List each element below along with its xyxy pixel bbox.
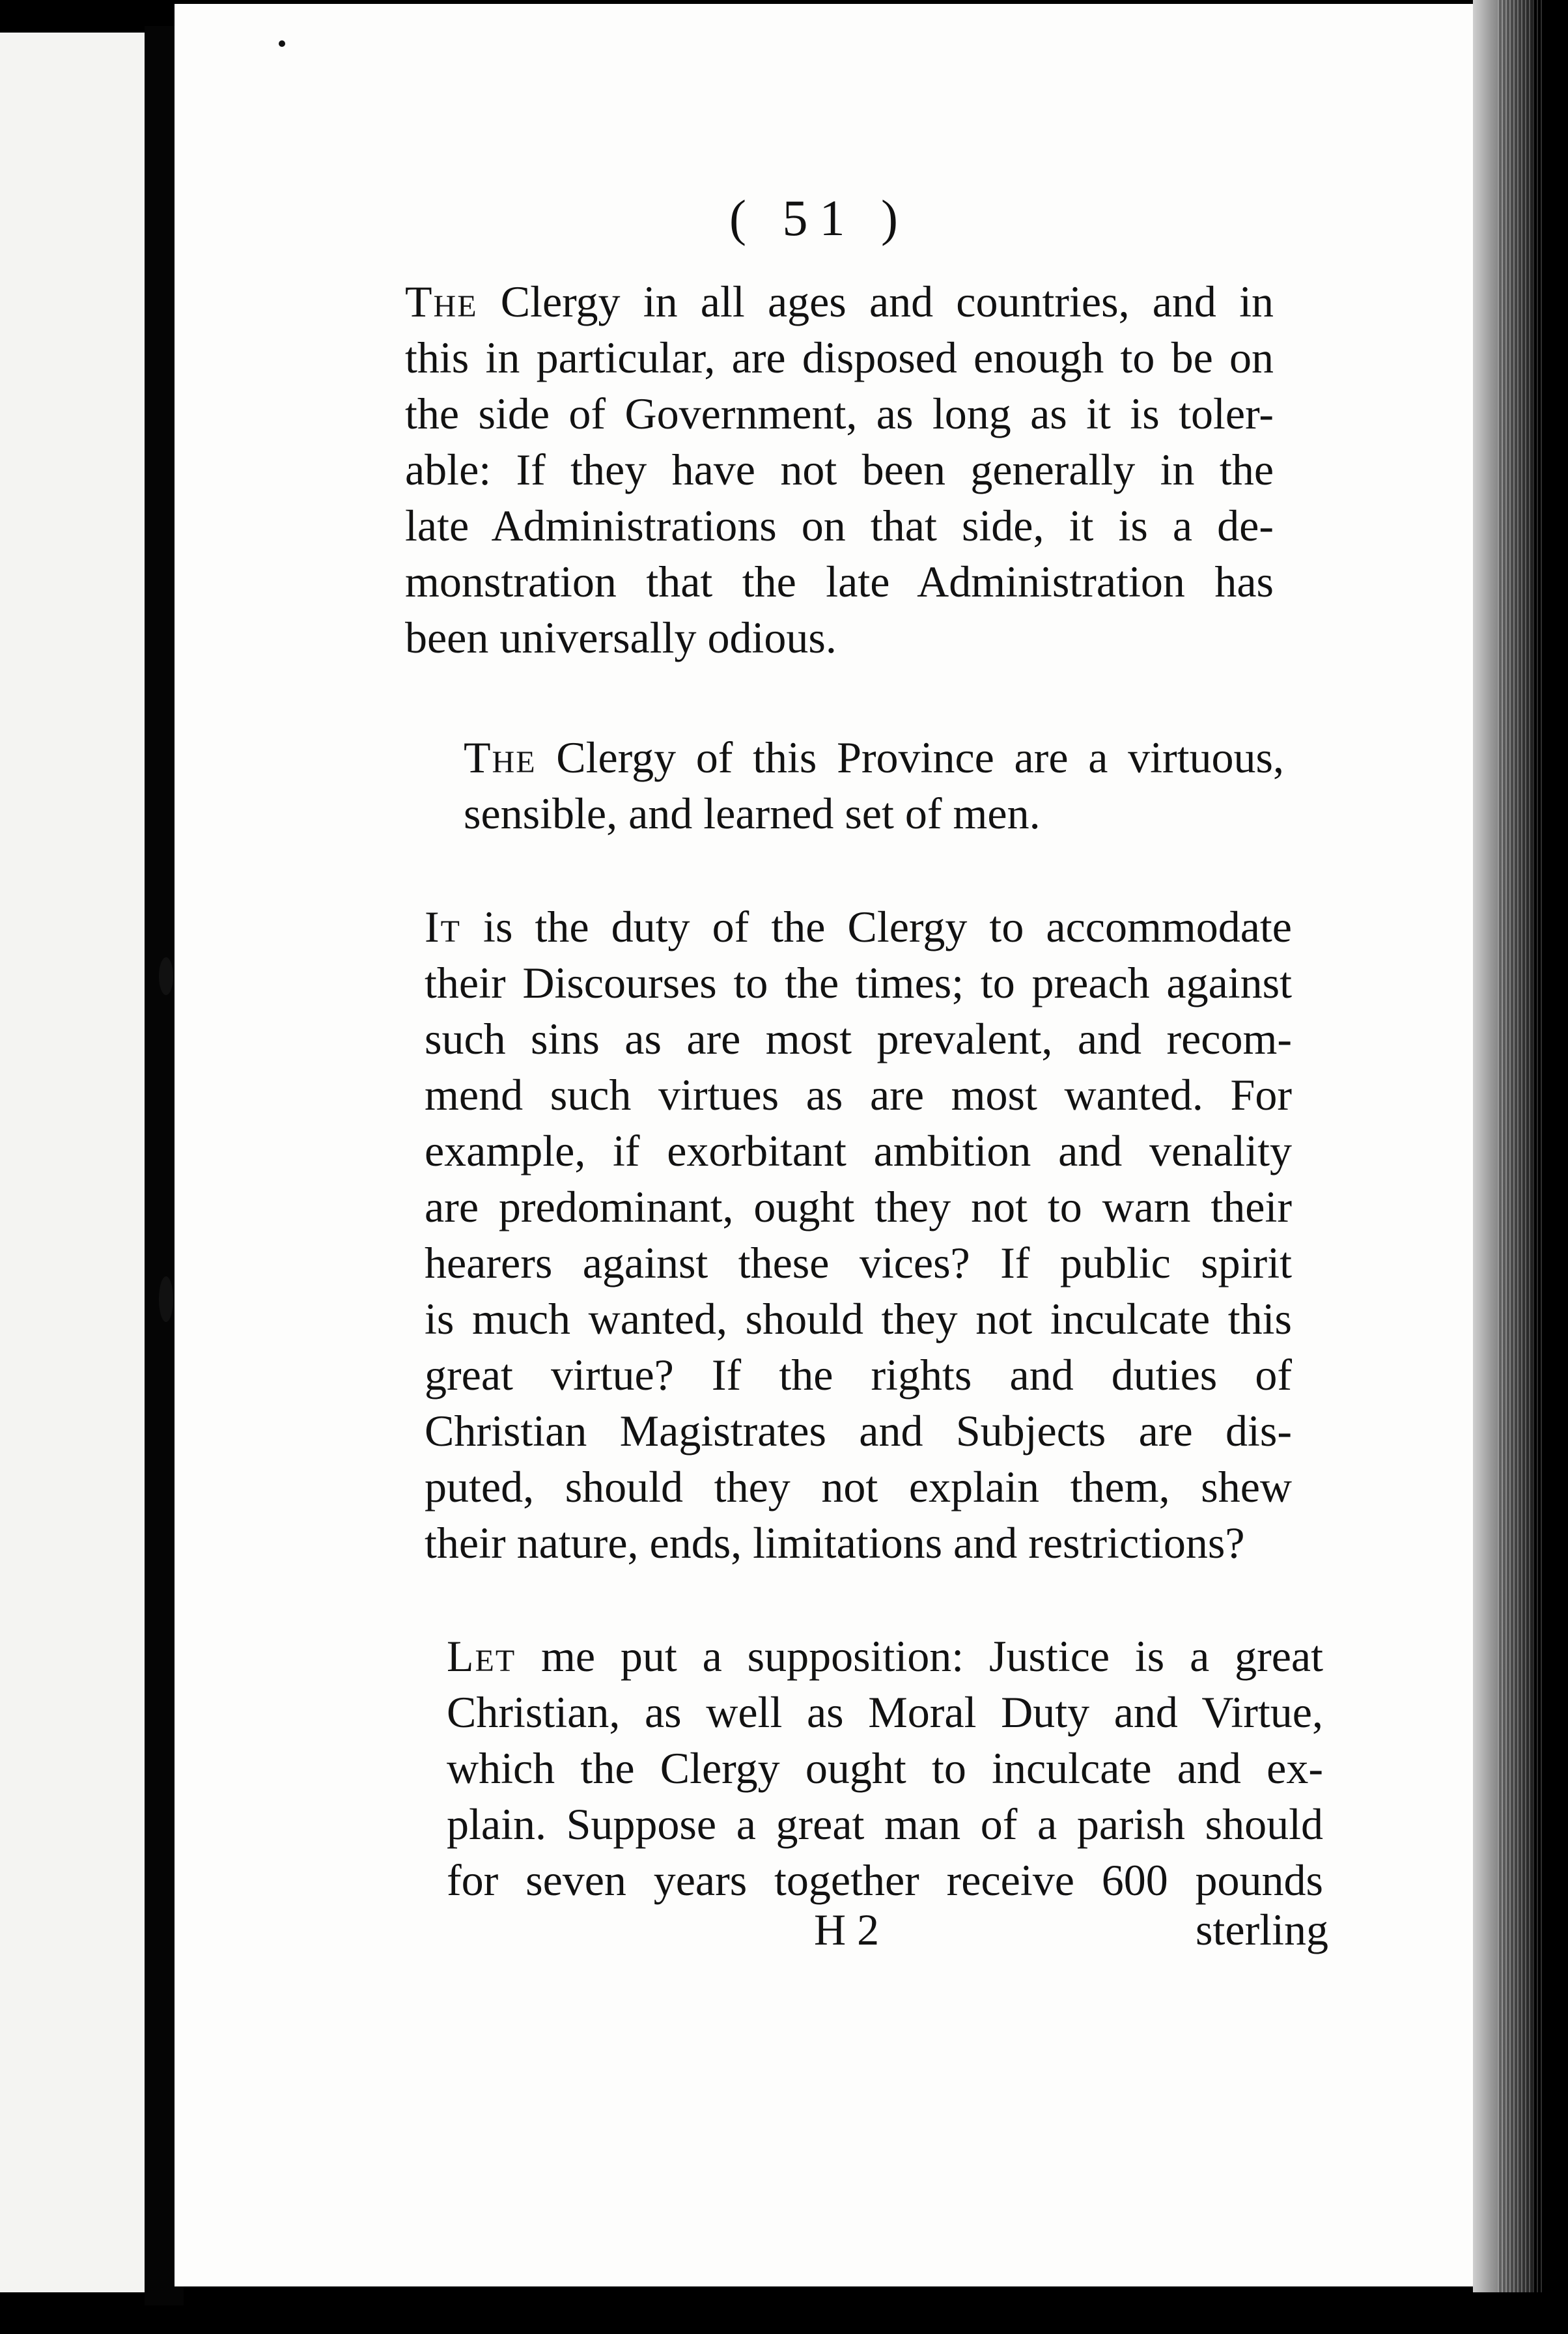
binding-speck [279, 40, 285, 47]
paragraph-lead: Let [447, 1631, 516, 1681]
text-line: this in particular, are disposed enough to be on [405, 333, 1274, 382]
text-line: plain. Suppose a great man of a parish should [447, 1799, 1323, 1849]
text-line: are predominant, ought they not to warn their [425, 1182, 1292, 1231]
text-line: able: If they have not been generally in the [405, 445, 1274, 494]
paragraph-4 [447, 1628, 1323, 1908]
paragraph-lead: The [405, 277, 478, 326]
paragraph-3 [425, 899, 1292, 1571]
text-line: example, if exorbitant ambition and venality [425, 1126, 1292, 1175]
text-line: Clergy in all ages and countries, and in [477, 277, 1274, 326]
text-line: mend such virtues as are most wanted. For [425, 1070, 1292, 1119]
catchword: sterling [1196, 1905, 1328, 1954]
facing-page-left [0, 33, 145, 2292]
text-line: their Discourses to the times; to preach against [425, 958, 1292, 1007]
text-line: their nature, ends, limitations and restrictions? [425, 1518, 1245, 1568]
text-line: the side of Government, as long as it is toler- [405, 389, 1274, 438]
paragraph-2 [464, 729, 1284, 841]
text-line: which the Clergy ought to inculcate and ex- [447, 1743, 1323, 1793]
text-line: is much wanted, should they not inculcate this [425, 1294, 1292, 1343]
text-line: hearers against these vices? If public spirit [425, 1238, 1292, 1287]
paragraph-1 [405, 274, 1274, 666]
page-number: ( 51 ) [729, 190, 910, 246]
paragraph-lead: It [425, 902, 461, 951]
text-line: puted, should they not explain them, shew [425, 1462, 1292, 1511]
text-line: sensible, and learned set of men. [464, 789, 1041, 838]
binding-speck [159, 1276, 173, 1322]
text-line: Christian Magistrates and Subjects are dis- [425, 1406, 1292, 1455]
page-edge-leaves [1498, 0, 1543, 2292]
text-line: for seven years together receive 600 pounds [447, 1855, 1323, 1905]
text-line: such sins as are most prevalent, and recom- [425, 1014, 1292, 1063]
text-line: monstration that the late Administration has [405, 557, 1274, 606]
text-line: been universally odious. [405, 613, 837, 662]
text-line: great virtue? If the rights and duties of [425, 1350, 1292, 1399]
paragraph-lead: The [464, 733, 537, 782]
text-line: is the duty of the Clergy to accommodate [460, 902, 1292, 951]
text-line: Christian, as well as Moral Duty and Virtue, [447, 1687, 1323, 1737]
binding-speck [159, 957, 173, 995]
text-line: late Administrations on that side, it is a de- [405, 501, 1274, 550]
signature-mark: H 2 [814, 1905, 880, 1954]
text-line: Clergy of this Province are a virtuous, [536, 733, 1284, 782]
text-line: me put a supposition: Justice is a great [516, 1631, 1323, 1681]
